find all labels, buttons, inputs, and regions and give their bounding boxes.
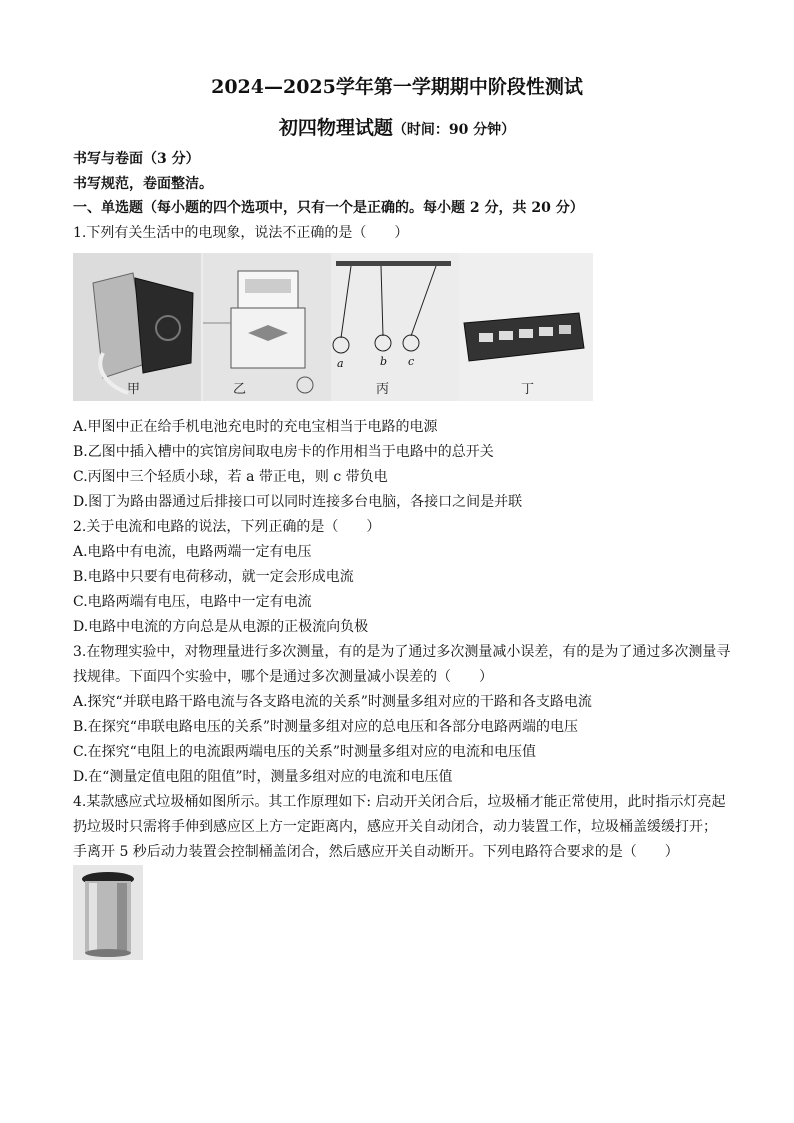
section1-heading: 一、单选题（每小题的四个选项中，只有一个是正确的。每小题 2 分，共 20 分）: [73, 200, 584, 216]
q3-stem-line2: 找规律。下面四个实验中，哪个是通过多次测量减小误差的（ ）: [73, 669, 493, 685]
q2-option-a: A.电路中有电流，电路两端一定有电压: [73, 544, 312, 560]
q3-stem-line1: 3.在物理实验中，对物理量进行多次测量，有的是为了通过多次测量减小误差，有的是为了通过多次测量寻: [73, 644, 731, 660]
q3-option-d: D.在“测量定值电阻的阻值”时，测量多组对应的电流和电压值: [73, 769, 453, 785]
q2-option-d: D.电路中电流的方向总是从电源的正极流向负极: [73, 619, 369, 635]
q3-option-a: A.探究“并联电路干路电流与各支路电流的关系”时测量多组对应的干路和各支路电流: [73, 694, 592, 710]
exam-title: 2024—2025学年第一学期期中阶段性测试: [211, 76, 583, 98]
q1-option-b: B.乙图中插入槽中的宾馆房间取电房卡的作用相当于电路中的总开关: [73, 444, 494, 460]
ball-label-c: c: [408, 355, 415, 368]
q3-option-b: B.在探究“串联电路电压的关系”时测量多组对应的总电压和各部分电路两端的电压: [73, 719, 579, 735]
q1-figure: [73, 253, 593, 401]
q2-stem: 2.关于电流和电路的说法，下列正确的是（ ）: [73, 519, 381, 535]
q2-option-c: C.电路两端有电压，电路中一定有电流: [73, 594, 312, 610]
exam-time-note: （时间：90 分钟）: [392, 122, 516, 138]
q1-option-a: A.甲图中正在给手机电池充电时的充电宝相当于电路的电源: [73, 419, 438, 435]
q1-stem: 1.下列有关生活中的电现象，说法不正确的是（ ）: [73, 225, 409, 241]
caption-ding: 丁: [521, 382, 535, 397]
exam-subtitle-row: [0, 113, 794, 140]
q4-stem-line3: 手离开 5 秒后动力装置会控制桶盖闭合，然后感应开关自动断开。下列电路符合要求的是（ ）: [73, 844, 679, 860]
writing-desc: 书写规范，卷面整洁。: [73, 176, 213, 192]
figure-panel-yi: [203, 253, 331, 401]
q1-option-c: C.丙图中三个轻质小球，若 a 带正电，则 c 带负电: [73, 469, 388, 485]
writing-heading: 书写与卷面（3 分）: [73, 151, 200, 167]
caption-jia: 甲: [127, 382, 141, 397]
q4-stem-line2: 扔垃圾时只需将手伸到感应区上方一定距离内，感应开关自动闭合，动力装置工作，垃圾桶盖缓缓打开；: [73, 819, 717, 835]
caption-yi: 乙: [233, 382, 247, 397]
trash-can-image: [73, 865, 143, 960]
q2-option-b: B.电路中只要有电荷移动，就一定会形成电流: [73, 569, 354, 585]
q1-option-d: D.图丁为路由器通过后排接口可以同时连接多台电脑，各接口之间是并联: [73, 494, 523, 510]
ball-label-a: a: [337, 357, 344, 370]
caption-bing: 丙: [376, 382, 390, 397]
room-card-slot-image: [203, 253, 331, 401]
q3-option-c: C.在探究“电阻上的电流跟两端电压的关系”时测量多组对应的电流和电压值: [73, 744, 536, 760]
figure-panel-bing: [331, 253, 459, 401]
exam-subtitle: 初四物理试题: [278, 117, 393, 139]
ball-label-b: b: [380, 355, 388, 368]
q4-stem-line1: 4.某款感应式垃圾桶如图所示。其工作原理如下: 启动开关闭合后，垃圾桶才能正常使用，此时指示灯亮起: [73, 794, 726, 810]
trash-can-icon: [73, 865, 143, 960]
figure-panel-ding: [459, 253, 593, 401]
three-charged-balls-diagram: [331, 253, 459, 401]
figure-panel-jia: [73, 253, 201, 401]
